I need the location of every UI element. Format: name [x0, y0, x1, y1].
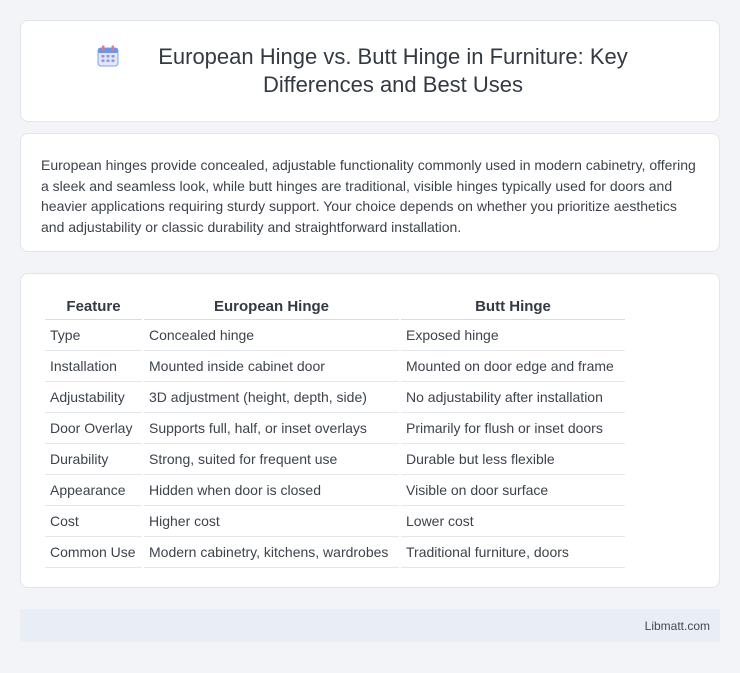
header-feature: Feature	[45, 294, 142, 320]
cell-european: Supports full, half, or inset overlays	[144, 413, 399, 444]
page-title: European Hinge vs. Butt Hinge in Furniture: Key Differences and Best Uses	[158, 44, 628, 97]
calendar-icon	[97, 45, 119, 67]
table-row	[45, 506, 625, 537]
header-butt-hinge: Butt Hinge	[401, 294, 625, 320]
header-european-hinge: European Hinge	[144, 294, 399, 320]
cell-butt: Primarily for flush or inset doors	[401, 413, 625, 444]
cell-butt: Durable but less flexible	[401, 444, 625, 475]
table-header-row	[45, 294, 625, 320]
table-row	[45, 444, 625, 475]
cell-european: Hidden when door is closed	[144, 475, 399, 506]
comparison-table-card	[20, 273, 720, 588]
comparison-table	[43, 294, 627, 568]
cell-european: Mounted inside cabinet door	[144, 351, 399, 382]
table-row	[45, 475, 625, 506]
cell-european: Higher cost	[144, 506, 399, 537]
summary-text: European hinges provide concealed, adjustable functionality commonly used in modern cabinetry, offering a sleek and seamless look, while butt hinges are traditional, visible hinges typically used for doors and heavier applications requiring sturdy support. Your choice depends on whether you prioritize aesthetics and adjustability or classic durability and straightforward installation.	[41, 157, 696, 235]
title-wrap	[21, 21, 719, 121]
cell-feature: Appearance	[45, 475, 142, 506]
table-row	[45, 537, 625, 568]
cell-butt: Exposed hinge	[401, 320, 625, 351]
cell-butt: Visible on door surface	[401, 475, 625, 506]
cell-european: Modern cabinetry, kitchens, wardrobes	[144, 537, 399, 568]
cell-butt: No adjustability after installation	[401, 382, 625, 413]
cell-feature: Durability	[45, 444, 142, 475]
cell-feature: Installation	[45, 351, 142, 382]
footer-bar	[20, 609, 720, 642]
footer-site-link[interactable]: Libmatt.com	[644, 619, 710, 633]
cell-european: Strong, suited for frequent use	[144, 444, 399, 475]
table-row	[45, 320, 625, 351]
cell-butt: Mounted on door edge and frame	[401, 351, 625, 382]
cell-feature: Adjustability	[45, 382, 142, 413]
cell-butt: Traditional furniture, doors	[401, 537, 625, 568]
summary-card	[20, 133, 720, 252]
table-row	[45, 351, 625, 382]
cell-european: 3D adjustment (height, depth, side)	[144, 382, 399, 413]
cell-butt: Lower cost	[401, 506, 625, 537]
table-row	[45, 413, 625, 444]
table-row	[45, 382, 625, 413]
cell-feature: Door Overlay	[45, 413, 142, 444]
title-card	[20, 20, 720, 122]
cell-feature: Common Use	[45, 537, 142, 568]
cell-feature: Cost	[45, 506, 142, 537]
cell-feature: Type	[45, 320, 142, 351]
cell-european: Concealed hinge	[144, 320, 399, 351]
